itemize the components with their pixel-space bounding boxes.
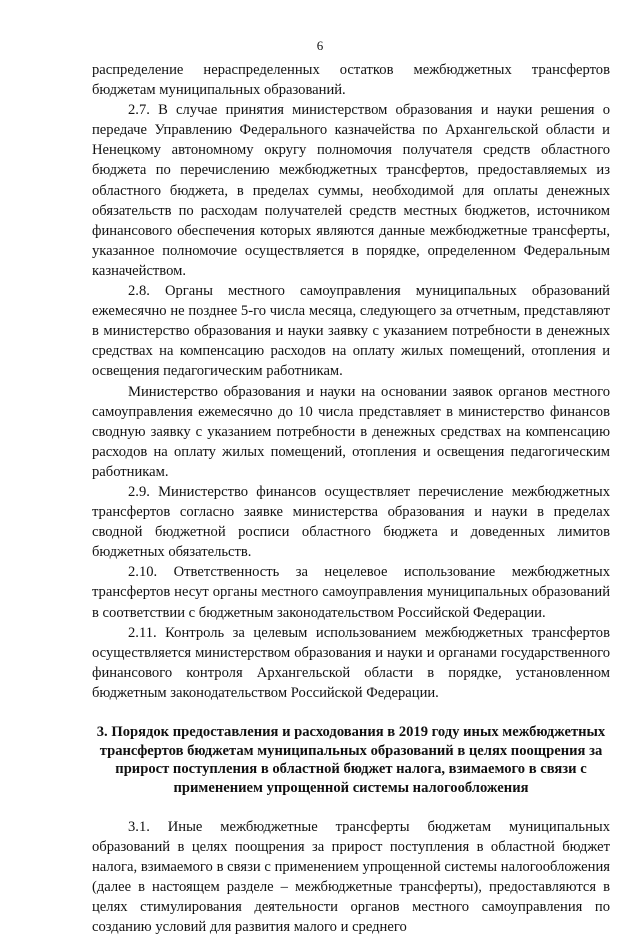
paragraph-continuation: распределение нераспределенных остатков межбюджетных трансфертов бюджетам муниципальных образований. (92, 62, 610, 99)
page-number: 6 (316, 38, 324, 53)
document-body (92, 60, 610, 938)
paragraph-2-9: 2.9. Министерство финансов осуществляет перечисление межбюджетных трансфертов согласно заявке министерства образования и науки в пределах сводной бюджетной росписи областного бюджета и доведенных лимитов бюджетных обязательств. (92, 483, 610, 561)
section-3-heading: 3. Порядок предоставления и расходования в 2019 году иных межбюджетных трансфертов бюджетам муниципальных образований в целях поощрения за прирост поступления в областной бюджет налога, взимаемого в связи с применением упрощенной системы налогообложения (96, 724, 606, 796)
paragraph-2-8-ministry: Министерство образования и науки на основании заявок органов местного самоуправления ежемесячно до 10 числа представляет в министерство финансов сводную заявку с указанием потребности в денежных средствах на компенсацию расходов на оплату жилых помещений, отопления и освещения педагогическим работникам. (92, 383, 610, 480)
paragraph-2-10: 2.10. Ответственность за нецелевое использование межбюджетных трансфертов несут органы местного самоуправления муниципальных образований в соответствии с бюджетным законодательством Российской Федерации. (92, 564, 610, 621)
paragraph-3-1: 3.1. Иные межбюджетные трансферты бюджетам муниципальных образований в целях поощрения за прирост поступления в областной бюджет налога, взимаемого в связи с применением упрощенной системы налогообложения (далее в настоящем разделе – межбюджетные трансферты), предоставляются в целях стимулирования деятельности органов местного самоуправления по созданию условий для развития малого и среднего (92, 819, 610, 936)
paragraph-2-7: 2.7. В случае принятия министерством образования и науки решения о передаче Управлению Федерального казначейства по Архангельской области и Ненецкому автономному округу полномочия получателя средств областного бюджета по перечислению межбюджетных трансфертов, предоставляемых из областного бюджета, в пределах суммы, необходимой для оплаты денежных обязательств по расходам получателей средств местных бюджетов, источником финансового обеспечения которых являются данные межбюджетные трансферты, указанное полномочие осуществляется в порядке, определенном Федеральным казначейством. (92, 102, 610, 279)
paragraph-2-11: 2.11. Контроль за целевым использованием межбюджетных трансфертов осуществляется министерством образования и науки и органами государственного финансового контроля Архангельской области в порядке, установленном бюджетным законодательством Российской Федерации. (92, 624, 610, 701)
paragraph-2-8: 2.8. Органы местного самоуправления муниципальных образований ежемесячно не позднее 5-го числа месяца, следующего за отчетным, представляют в министерство образования и науки заявку с указанием потребности в денежных средствах на компенсацию расходов на оплату жилых помещений, отопления и освещения педагогическим работникам. (92, 283, 610, 380)
